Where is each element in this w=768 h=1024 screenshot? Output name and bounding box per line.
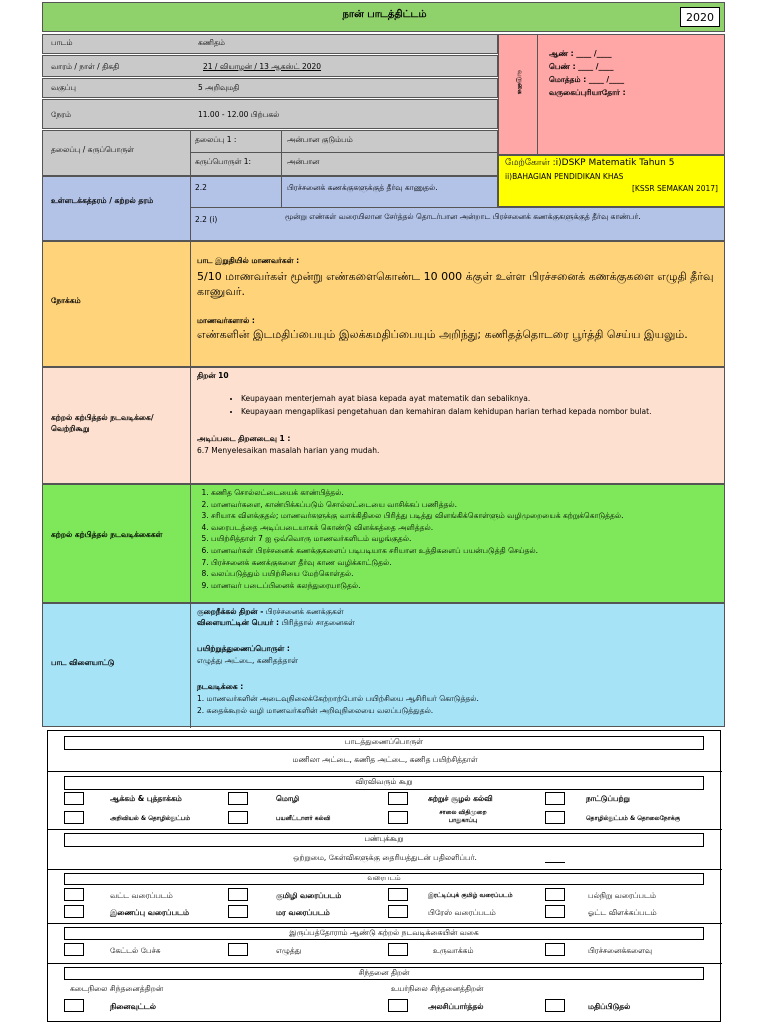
cross-item: சுற்றுச் சூழல் கல்வி xyxy=(428,794,493,803)
objective-label: நோக்கம் xyxy=(51,296,81,305)
map-checkbox[interactable] xyxy=(228,888,248,901)
assess-checkbox[interactable] xyxy=(545,943,565,956)
attendance-side-label: வருகை xyxy=(516,70,524,95)
assess-item: உருவாக்கம் xyxy=(433,946,474,955)
activity-item: 8. வலப்படுத்தும் பயிற்சியை மேற்கொள்தல். xyxy=(211,569,722,580)
objective-heading2: மாணவர்களால் : xyxy=(197,316,255,325)
subject-label: பாடம் xyxy=(51,38,73,47)
reference-line1: மேற்கோள் :i)DSKP Matematik Tahun 5 xyxy=(505,158,675,168)
criteria-bullet: • Keupayaan mengaplikasi pengetahuan dan kemahiran dalam kehidupan harian terhad kepada nombor bulat. xyxy=(241,407,721,416)
map-item: பல்நிறு வரைப்படம் xyxy=(588,891,656,900)
reference-box xyxy=(498,155,725,207)
game-remedial-label: குறைநீக்கல் திறன் - xyxy=(197,607,264,616)
thinking-low-label: கடைநிலை சிந்தனைத்திறன் xyxy=(70,984,164,993)
materials-value: மணிலா அட்டை, கணித அட்டை, கணித பயிற்சித்தாள் xyxy=(292,755,478,764)
theme-sub2: கருப்பொருள் 1: xyxy=(195,157,252,166)
thinking-checkbox[interactable] xyxy=(545,999,565,1012)
subject-value: கணிதம் xyxy=(198,38,225,47)
cross-header: விரவிவரும் கூறு xyxy=(64,776,704,790)
year-box: 2020 xyxy=(680,7,720,27)
assessment-header: இருப்பத்தோராம் ஆண்டு கற்றல் நடவடிக்கையின் வகை xyxy=(64,927,704,940)
cross-item: தொழில்நுட்பம் & தொலைநோக்கு xyxy=(586,815,681,822)
row-criteria xyxy=(42,367,725,484)
objective-text2: எண்களின் இடமதிப்பையும் இலக்கமதிப்பையும் அறிந்து; கணிதத்தொடரை பூர்த்தி செய்ய இயலும். xyxy=(197,328,688,341)
reference-line2: ii)BAHAGIAN PENDIDIKAN KHAS xyxy=(505,172,624,181)
criteria-list xyxy=(201,390,721,420)
cross-checkbox[interactable] xyxy=(388,811,408,824)
criteria-heading1: திறன் 10 xyxy=(197,371,229,380)
map-checkbox[interactable] xyxy=(64,888,84,901)
activity-item: 1. கணித சொல்லட்டையைக் காண்பித்தல். xyxy=(211,488,722,499)
map-checkbox[interactable] xyxy=(64,905,84,918)
activity-item: 7. பிரச்சனைக் கணக்குகளை தீர்வு காண வழிக்காட்டுதல். xyxy=(211,558,722,569)
activity-item: 3. சரியாக விளக்குதல்; மாணவர்களுக்கு வாக்கிதிலை பிரித்து படித்து விளங்கிக்கொள்ளும் வழிமுறையைக் கற்றுக்கொடுத்தல். xyxy=(211,511,722,522)
activities-label: கற்றல் கற்பித்தல் நடவடிக்கைகள் xyxy=(51,530,163,539)
theme-val2: அன்பான xyxy=(287,157,320,166)
cross-checkbox[interactable] xyxy=(228,792,248,805)
criteria-skill: 6.7 Menyelesaikan masalah harian yang mudah. xyxy=(197,446,380,455)
standard-text2-cell xyxy=(281,207,725,241)
cross-item: அறிவியல் & தொழில்நுட்பம் xyxy=(110,815,191,822)
thinking-high-label: உயர்நிலை சிந்தனைத்திறன் xyxy=(391,984,484,993)
class-label: வகுப்பு xyxy=(51,83,76,92)
theme-val1: அன்பான குடும்பம் xyxy=(287,135,353,144)
maps-header: வரைபடம் xyxy=(64,873,704,885)
assess-item: எழுத்து xyxy=(276,946,302,955)
game-name-value: பிரித்தால் சாதனைகள் xyxy=(281,618,355,627)
standard-label: உள்ளடக்கத்தரம் / கற்றல் தரம் xyxy=(51,196,154,205)
criteria-bullet: • Keupayaan menterjemah ayat biasa kepada ayat matematik dan sebaliknya. xyxy=(241,394,721,403)
game-remedial-value: பிரச்சனைக் கணக்குகள் xyxy=(265,607,344,616)
map-checkbox[interactable] xyxy=(228,905,248,918)
row-week xyxy=(42,55,498,77)
standard-code2: 2.2 (i) xyxy=(195,215,218,224)
row-activities xyxy=(42,484,725,603)
cross-item: நாட்டுப்பற்று xyxy=(586,794,630,803)
activity-item: 2. மாணவர்களை, காண்பிக்கப்படும் சொல்லட்டையை வாசிக்கப் பணித்தல். xyxy=(211,500,722,511)
map-checkbox[interactable] xyxy=(545,888,565,901)
standard-code1: 2.2 xyxy=(195,183,207,192)
row-class xyxy=(42,78,498,98)
map-item: வட்ட வரைப்படம் xyxy=(110,891,173,900)
theme-label: தலைப்பு / கருப்பொருள் xyxy=(51,145,135,154)
reference-line3: [KSSR SEMAKAN 2017] xyxy=(632,184,718,193)
cross-checkbox[interactable] xyxy=(545,811,565,824)
map-checkbox[interactable] xyxy=(388,905,408,918)
game-materials-value: எழுத்து அட்டை, கணிதத்தாள் xyxy=(197,656,299,665)
activity-item: 6. மாணவர்கள் பிரச்சனைக் கணக்குகளைப் படிபடியாக சரியான உத்திகளைப் பயன்படுத்தி செய்தல். xyxy=(211,546,722,557)
time-value: 11.00 - 12.00 பிற்பகல் xyxy=(198,110,280,119)
row-objective xyxy=(42,241,725,367)
values-header: பண்புக்கூறு xyxy=(64,833,704,847)
cross-checkbox[interactable] xyxy=(228,811,248,824)
page-title: நான் பாடத்திட்டம் xyxy=(342,9,427,20)
theme-sub1: தலைப்பு 1 : xyxy=(195,135,237,144)
assess-item: கேட்டல் பேச்சு xyxy=(110,946,161,955)
thinking-checkbox[interactable] xyxy=(64,999,84,1012)
week-value: 21 / வியாழன் / 13 ஆகஸ்ட் 2020 xyxy=(203,62,322,71)
activity-item: 5. பயிற்சித்தாள் 7 ஐ ஒவ்வொரு மாணவர்களிடம் வழங்குதல். xyxy=(211,534,722,545)
map-item: குமிழி வரைப்படம் xyxy=(276,891,342,900)
assess-checkbox[interactable] xyxy=(228,943,248,956)
attendance-female: பெண் : ____ /____ xyxy=(549,62,614,71)
cross-item: பயனீட்டாளர் கல்வி xyxy=(276,815,331,822)
assess-checkbox[interactable] xyxy=(64,943,84,956)
map-checkbox[interactable] xyxy=(545,905,565,918)
thinking-item: மதிப்பிடுதல் xyxy=(588,1002,631,1011)
row-time xyxy=(42,99,498,129)
cross-item: ஆக்கம் & புத்தாக்கம் xyxy=(110,794,182,803)
criteria-label: கற்றல் கற்பித்தல் நடவடிக்கை/ வெற்றிகூறு xyxy=(51,413,154,433)
map-item: பிரேஸ் வரைப்படம் xyxy=(428,908,496,917)
game-activity-1: 1. மாணவர்களின் அடைவுநிலைக்கேற்றாற்போல் பயிற்சியை ஆசிரியர் கொடுத்தல். xyxy=(197,694,479,703)
thinking-item: நினைவுட்டல் xyxy=(110,1002,156,1011)
activity-item: 4. வரைபடத்தை அடிப்படையாகக் கொண்டு விளக்கத்தை அளித்தல். xyxy=(211,523,722,534)
attendance-total: மொத்தம் : ____ /____ xyxy=(549,75,625,84)
header-bar xyxy=(42,2,725,32)
map-checkbox[interactable] xyxy=(388,888,408,901)
criteria-heading2: அடிப்படை திறனடைவு 1 : xyxy=(197,434,291,443)
values-value: ஒற்றுமை, கேள்விகளுக்கு தைரியத்துடன் பதிலளிப்பர். xyxy=(293,853,477,862)
map-item: ஓட்ட விளக்கப்படம் xyxy=(588,908,657,917)
cross-item: மொழி xyxy=(276,794,300,803)
objective-heading1: பாட இறுதியில் மாணவர்கள் : xyxy=(197,256,300,265)
game-label: பாட விளையாட்டு xyxy=(51,658,115,667)
standard-text2: மூன்று எண்கள் வரையிலான சேர்த்தல் தொடர்பான அன்றாட பிரச்சனைக் கணக்குகளுக்குத் தீர்வு காண்பர். xyxy=(285,212,641,221)
game-name-label: விளையாட்டின் பெயர் : xyxy=(197,618,279,627)
map-item: இரட்டிப்புக் குமிழ் வரைப்படம் xyxy=(428,892,513,899)
game-materials-label: பயிற்றுத்துணைப்பொருள் : xyxy=(197,644,290,653)
class-value: 5 அறிவுமதி xyxy=(198,83,240,92)
thinking-checkbox[interactable] xyxy=(388,999,408,1012)
thinking-header: சிந்தனை திறன் xyxy=(64,967,704,980)
attendance-absent: வருகைப்புரியாதோர் : xyxy=(549,88,626,97)
cross-checkbox[interactable] xyxy=(545,792,565,805)
game-activity-2: 2. கதைக்கூறல் வழி மாணவர்களின் அறிவுநிலையை வலப்படுத்துதல். xyxy=(197,706,434,715)
bottom-section xyxy=(47,730,721,1022)
map-item: மர வரைப்படம் xyxy=(276,908,330,917)
cross-item: சாலை விதிமுறை பாதுகாப்பு xyxy=(439,809,487,824)
row-theme xyxy=(42,130,498,176)
activity-item: 9. மாணவர் படைப்பினைக் கலந்துரையாடுதல். xyxy=(211,581,722,592)
objective-text1: 5/10 மாணவர்கள் மூன்று எண்களைகொண்ட 10 000 க்குள் உள்ள பிரச்சனைக் கணக்குகளை எழுதி தீர்வு காணுவர். xyxy=(197,270,714,298)
attendance-male: ஆண் : ____ /____ xyxy=(549,49,612,58)
attendance-box xyxy=(498,34,725,155)
time-label: நேரம் xyxy=(51,110,72,119)
assess-checkbox[interactable] xyxy=(388,943,408,956)
cross-checkbox[interactable] xyxy=(64,792,84,805)
cross-checkbox[interactable] xyxy=(388,792,408,805)
activities-list xyxy=(197,488,722,592)
game-activity-label: நடவடிக்கை : xyxy=(197,682,244,691)
cross-checkbox[interactable] xyxy=(64,811,84,824)
thinking-item: அலசிப்பார்த்தல் xyxy=(428,1002,484,1011)
row-game xyxy=(42,603,725,727)
materials-header: பாடத்துணைப்பொருள் xyxy=(64,736,704,750)
row-subject xyxy=(42,34,498,54)
assess-item: பிரச்சனைக்களைவு xyxy=(588,946,653,955)
map-item: இணைப்பு வரைப்படம் xyxy=(110,908,190,917)
week-label: வாரம் / நாள் / திகதி xyxy=(51,62,120,71)
standard-text1: பிரச்சனைக் கணக்குகளுக்குத் தீர்வு காணுதல். xyxy=(287,183,438,192)
